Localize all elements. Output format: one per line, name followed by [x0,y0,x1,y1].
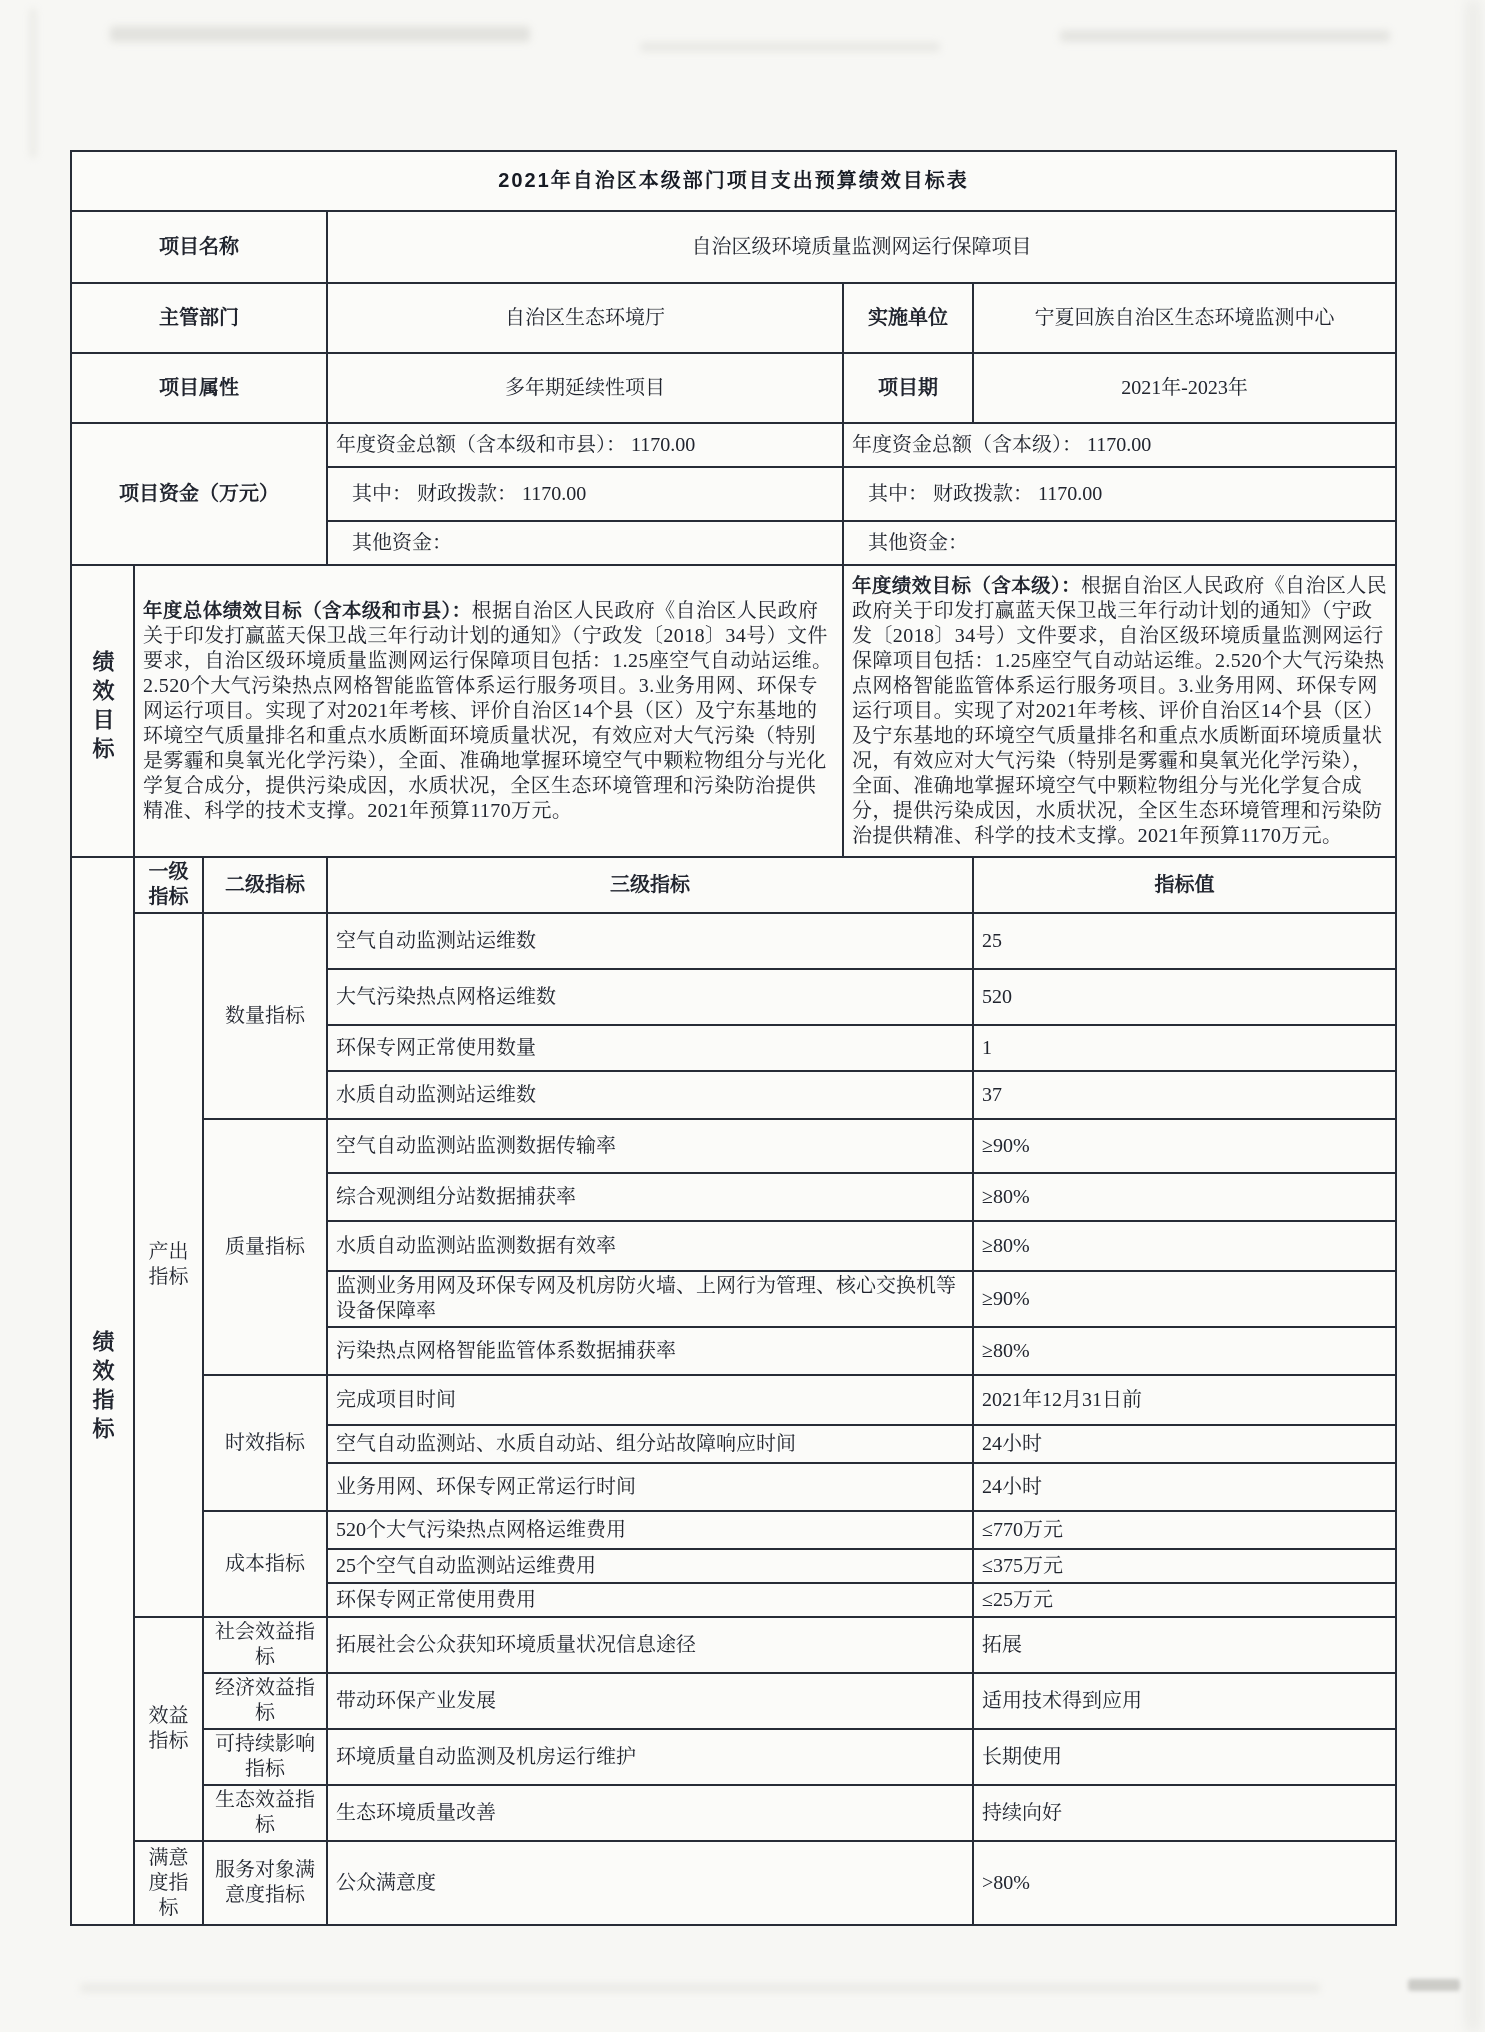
annual-overall-goal-text: 年度总体绩效目标（含本级和市县）：根据自治区人民政府《自治区人民政府关于印发打赢蓝天保卫战三年行动计划的通知》（宁政发〔2018〕34号）文件要求，自治区级环境质量监测网运行保障项目包括：1.25座空气自动站运维。2.520个大气污染热点网格智能监管体系运行服务项目。3.业务用网、环保专网运行项目。实现了对2021年考核、评价自治区14个县（区）及宁东基地的环境空气质量排名和重点水质断面环境质量状况，有效应对大气污染（特别是雾霾和臭氧光化学污染），全面、准确地掌握环境空气中颗粒物组分与光化学复合成分，提供污染成因，水质状况，全区生态环境管理和污染防治提供精准、科学的技术支撑。2021年预算1170万元。 [134,565,843,857]
funding-left-fiscal: 其中： 财政拨款： 1170.00 [327,467,843,521]
indicator-name: 大气污染热点网格运维数 [327,969,973,1025]
indicator-name: 水质自动监测站监测数据有效率 [327,1221,973,1271]
indicator-value: ≤375万元 [973,1549,1396,1583]
indicator-name: 环保专网正常使用费用 [327,1583,973,1617]
indicator-name: 业务用网、环保专网正常运行时间 [327,1463,973,1511]
header-value: 指标值 [973,857,1396,913]
indicator-name: 完成项目时间 [327,1375,973,1425]
impl-unit-value: 宁夏回族自治区生态环境监测中心 [973,283,1396,353]
indicator-name: 水质自动监测站运维数 [327,1071,973,1119]
level2-social-benefit: 社会效益指标 [203,1617,327,1673]
indicator-name: 综合观测组分站数据捕获率 [327,1173,973,1221]
scan-artifact [1466,0,1480,2032]
funding-right-total: 年度资金总额（含本级）： 1170.00 [843,423,1396,467]
level1-satisfaction: 满意度指标 [134,1841,203,1925]
indicator-value: ≤25万元 [973,1583,1396,1617]
indicator-value: 25 [973,913,1396,969]
indicators-side-label: 绩效指标 [71,857,134,1925]
level2-quantity: 数量指标 [203,913,327,1119]
indicator-name: 环境质量自动监测及机房运行维护 [327,1729,973,1785]
level1-benefit: 效益指标 [134,1617,203,1841]
impl-unit-label: 实施单位 [843,283,973,353]
page-title: 2021年自治区本级部门项目支出预算绩效目标表 [71,151,1396,211]
indicator-name: 公众满意度 [327,1841,973,1925]
indicator-name: 环保专网正常使用数量 [327,1025,973,1071]
indicator-name: 污染热点网格智能监管体系数据捕获率 [327,1327,973,1375]
indicator-name: 空气自动监测站运维数 [327,913,973,969]
indicator-name: 520个大气污染热点网格运维费用 [327,1511,973,1549]
scan-artifact [1408,1979,1460,1991]
funding-right-other: 其他资金： [843,521,1396,565]
period-value: 2021年-2023年 [973,353,1396,423]
header-level2: 二级指标 [203,857,327,913]
level2-timeliness: 时效指标 [203,1375,327,1511]
indicator-value: ≤770万元 [973,1511,1396,1549]
indicator-name: 25个空气自动监测站运维费用 [327,1549,973,1583]
indicator-value: 1 [973,1025,1396,1071]
level2-sustainable-impact: 可持续影响指标 [203,1729,327,1785]
indicator-value: 2021年12月31日前 [973,1375,1396,1425]
indicator-name: 生态环境质量改善 [327,1785,973,1841]
level2-quality: 质量指标 [203,1119,327,1375]
dept-value: 自治区生态环境厅 [327,283,843,353]
funding-label: 项目资金（万元） [71,423,327,565]
level2-service-satisfaction: 服务对象满意度指标 [203,1841,327,1925]
indicator-name: 拓展社会公众获知环境质量状况信息途径 [327,1617,973,1673]
funding-left-total: 年度资金总额（含本级和市县）： 1170.00 [327,423,843,467]
indicator-name: 空气自动监测站监测数据传输率 [327,1119,973,1173]
header-level3: 三级指标 [327,857,973,913]
scan-artifact [80,1984,1320,1992]
attr-value: 多年期延续性项目 [327,353,843,423]
indicator-value: 24小时 [973,1425,1396,1463]
indicator-value: 适用技术得到应用 [973,1673,1396,1729]
funding-left-other: 其他资金： [327,521,843,565]
level2-ecological-benefit: 生态效益指标 [203,1785,327,1841]
indicator-value: ≥80% [973,1173,1396,1221]
indicator-value: 520 [973,969,1396,1025]
level1-output: 产出指标 [134,913,203,1617]
indicator-value: 37 [973,1071,1396,1119]
dept-label: 主管部门 [71,283,327,353]
scan-artifact [110,26,530,42]
indicator-value: >80% [973,1841,1396,1925]
level2-economic-benefit: 经济效益指标 [203,1673,327,1729]
project-name-value: 自治区级环境质量监测网运行保障项目 [327,211,1396,283]
annual-goal-text: 年度绩效目标（含本级）：根据自治区人民政府《自治区人民政府关于印发打赢蓝天保卫战三年行动计划的通知》（宁政发〔2018〕34号）文件要求，自治区级环境质量监测网运行保障项目包括：1.25座空气自动站运维。2.520个大气污染热点网格智能监管体系运行服务项目。3.业务用网、环保专网运行项目。实现了对2021年考核、评价自治区14个县（区）及宁东基地的环境空气质量排名和重点水质断面环境质量状况，有效应对大气污染（特别是雾霾和臭氧光化学污染），全面、准确地掌握环境空气中颗粒物组分与光化学复合成分，提供污染成因，水质状况，全区生态环境管理和污染防治提供精准、科学的技术支撑。2021年预算1170万元。 [843,565,1396,857]
period-label: 项目期 [843,353,973,423]
indicator-name: 空气自动监测站、水质自动站、组分站故障响应时间 [327,1425,973,1463]
indicator-value: 拓展 [973,1617,1396,1673]
indicator-name: 带动环保产业发展 [327,1673,973,1729]
attr-label: 项目属性 [71,353,327,423]
indicator-value: ≥80% [973,1327,1396,1375]
scan-artifact [640,42,940,52]
header-level1: 一级指标 [134,857,203,913]
goals-side-label: 绩效目标 [71,565,134,857]
indicator-name: 监测业务用网及环保专网及机房防火墙、上网行为管理、核心交换机等设备保障率 [327,1271,973,1327]
indicator-value: 持续向好 [973,1785,1396,1841]
project-name-label: 项目名称 [71,211,327,283]
level2-cost: 成本指标 [203,1511,327,1617]
scan-artifact [1060,30,1390,42]
indicator-value: ≥90% [973,1119,1396,1173]
funding-right-fiscal: 其中： 财政拨款： 1170.00 [843,467,1396,521]
indicator-value: 长期使用 [973,1729,1396,1785]
scan-artifact [30,8,36,158]
indicator-value: ≥90% [973,1271,1396,1327]
performance-target-table [70,150,1397,1926]
indicator-value: ≥80% [973,1221,1396,1271]
indicator-value: 24小时 [973,1463,1396,1511]
